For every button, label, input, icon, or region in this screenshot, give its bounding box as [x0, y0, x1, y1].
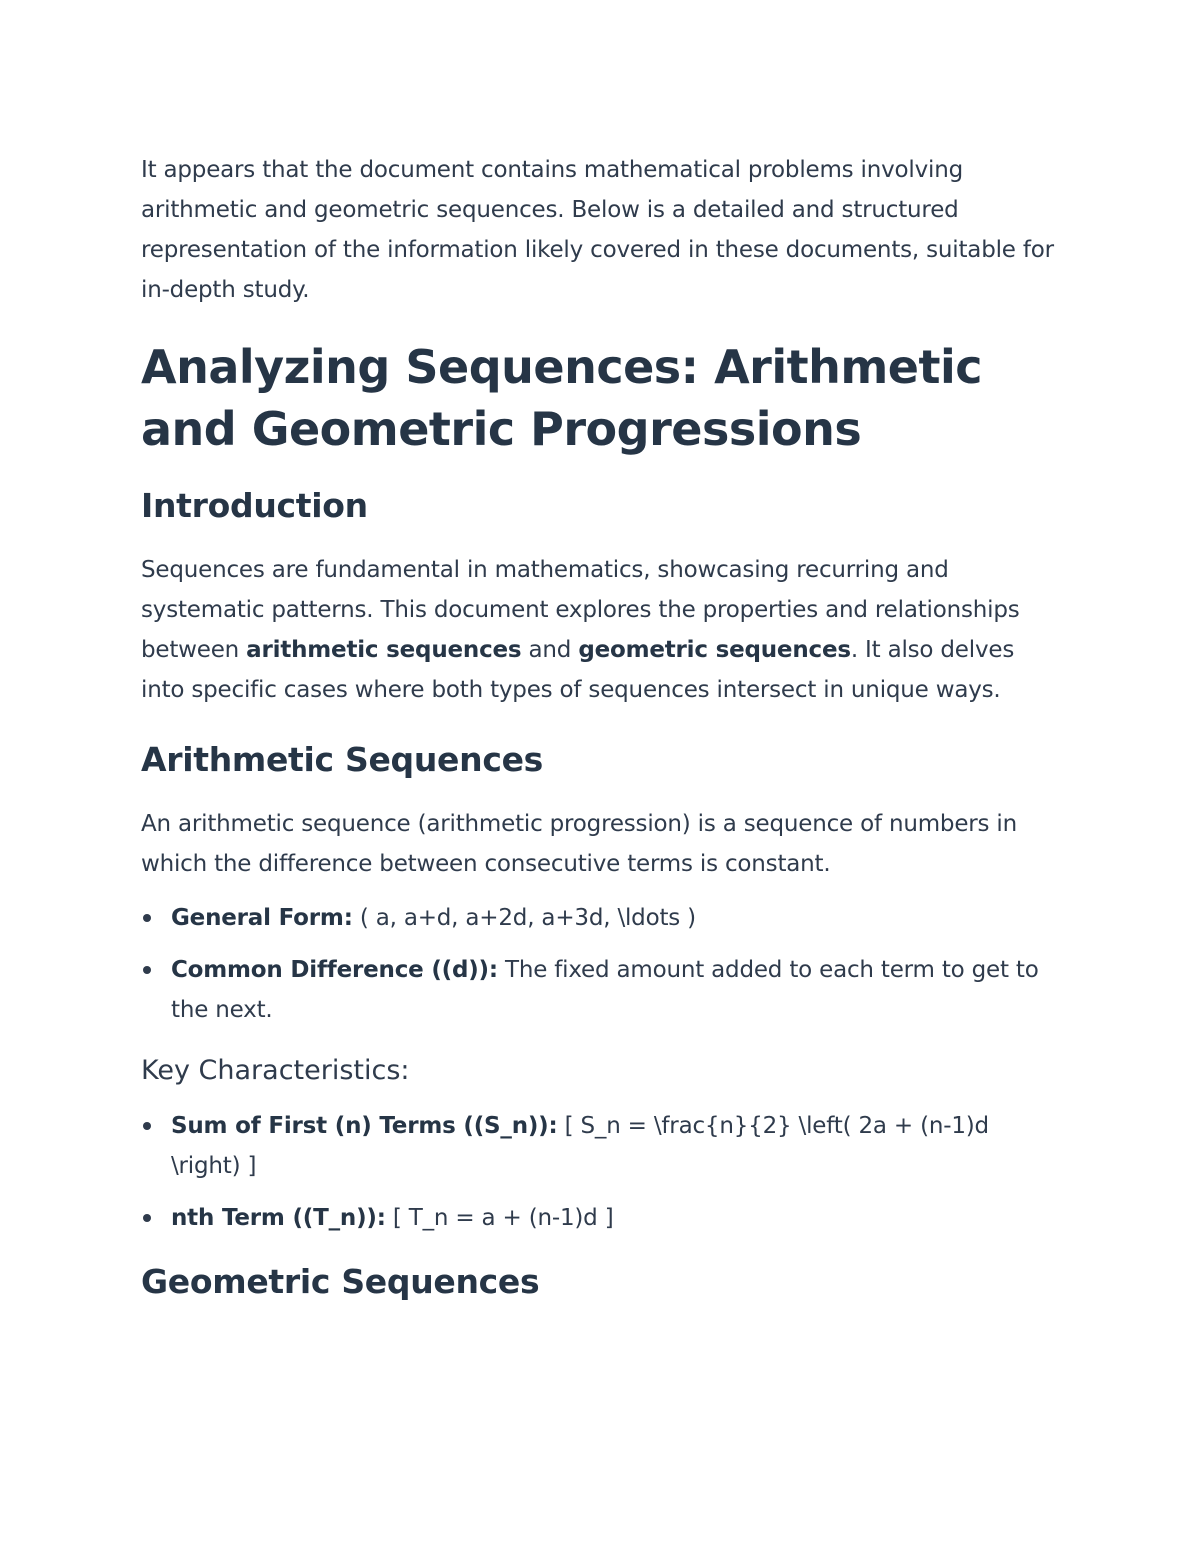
introduction-text-1: Sequences are fundamental in mathematics, showcasing recurring and systematic patterns. This document explores the properties and relationships between	[141, 557, 1020, 663]
bullet-icon	[143, 914, 151, 922]
key-characteristics-list	[141, 1106, 1061, 1238]
introduction-paragraph	[141, 550, 1061, 710]
bullet-icon	[143, 1214, 151, 1222]
list-item-text: ( a, a+d, a+2d, a+3d, \ldots )	[352, 905, 696, 931]
list-item-label: Common Difference ((d)):	[171, 957, 498, 983]
list-item-text: [ S_n = \frac{n}{2} \left( 2a + (n-1)d \right) ]	[171, 1113, 989, 1179]
list-item	[141, 1198, 1061, 1238]
list-item-text: The fixed amount added to each term to get to the next.	[171, 957, 1039, 1023]
list-item	[141, 950, 1061, 1030]
document-page	[141, 150, 1061, 1326]
geometric-heading: Geometric Sequences	[141, 1262, 540, 1301]
list-item-label: nth Term ((T_n)):	[171, 1205, 386, 1231]
list-item-label: General Form:	[171, 905, 353, 931]
list-item	[141, 1106, 1061, 1186]
geometric-sequences-emphasis: geometric sequences	[578, 637, 851, 663]
list-item-label: Sum of First (n) Terms ((S_n)):	[171, 1113, 558, 1139]
introduction-heading: Introduction	[141, 486, 368, 525]
bullet-icon	[143, 1122, 151, 1130]
intro-paragraph: It appears that the document contains mathematical problems involving arithmetic and geometric sequences. Below is a detailed and structured representation of the information likely covered in these documents, suitable for in-depth study.	[141, 157, 1054, 303]
arithmetic-heading: Arithmetic Sequences	[141, 740, 544, 779]
arithmetic-sequences-emphasis: arithmetic sequences	[246, 637, 522, 663]
introduction-text-3: . It also delves into specific cases where both types of sequences intersect in unique ways.	[141, 637, 1015, 703]
key-characteristics-heading: Key Characteristics:	[141, 1055, 410, 1086]
list-item	[141, 898, 1061, 938]
bullet-icon	[143, 966, 151, 974]
arithmetic-definition-list	[141, 898, 1061, 1030]
list-item-text: [ T_n = a + (n-1)d ]	[385, 1205, 614, 1231]
introduction-text-2: and	[521, 637, 579, 663]
arithmetic-description: An arithmetic sequence (arithmetic progression) is a sequence of numbers in which the difference between consecutive terms is constant.	[141, 811, 1018, 877]
page-title: Analyzing Sequences: Arithmetic and Geometric Progressions	[141, 340, 983, 456]
